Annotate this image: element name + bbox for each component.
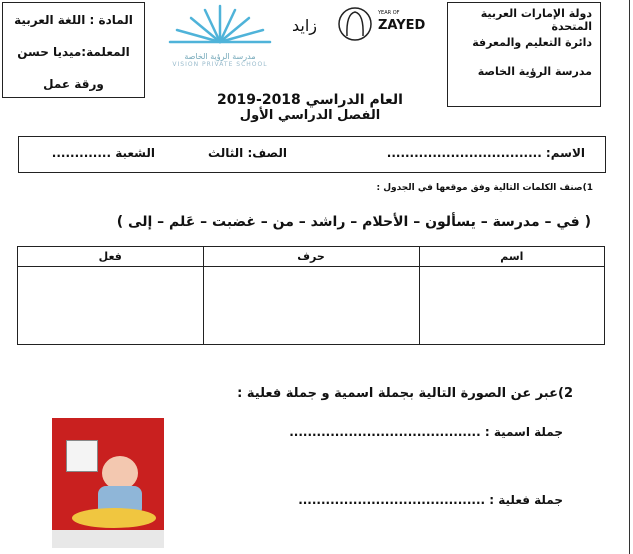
- semester: الفصل الدراسي الأول: [239, 108, 381, 123]
- subject-info-box: [2, 2, 145, 98]
- q2-prompt: 2)عبر عن الصورة التالية بجملة اسمية و جملة فعلية :: [237, 386, 573, 401]
- zayed-en: ZAYED: [378, 18, 426, 33]
- nominal-sentence-field[interactable]: جملة اسمية : ..........................................: [289, 425, 563, 439]
- grade-label: الصف: الثالث: [208, 146, 287, 160]
- vision-school-logo: [155, 2, 285, 72]
- school-name-ar: مدرسة الرؤية الخاصة: [184, 52, 256, 61]
- column-particle: حرف: [203, 247, 419, 267]
- answer-cell-noun[interactable]: [419, 267, 604, 345]
- baby-head: [102, 456, 138, 490]
- worksheet-label: ورقة عمل: [43, 77, 104, 91]
- walker: [72, 508, 156, 528]
- answer-cell-verb[interactable]: [18, 267, 204, 345]
- name-field[interactable]: الاسم: ..................................: [386, 146, 585, 160]
- floor: [52, 530, 164, 548]
- subject-label: المادة : اللغة العربية: [14, 13, 133, 27]
- ministry-info-box: [447, 2, 601, 107]
- verbal-sentence-field[interactable]: جملة فعلية : .........................................: [298, 493, 563, 507]
- answer-cell-particle[interactable]: [203, 267, 419, 345]
- page-edge: [629, 0, 630, 554]
- school-label: مدرسة الرؤية الخاصة: [477, 65, 592, 78]
- column-noun: اسم: [419, 247, 604, 267]
- baby-walker-picture: [52, 418, 164, 548]
- power-socket-icon: [66, 440, 98, 472]
- school-name-en: VISION PRIVATE SCHOOL: [172, 61, 268, 68]
- teacher-label: المعلمة:ميديا حسن: [17, 45, 130, 59]
- section-field[interactable]: الشعبة .............: [51, 146, 155, 160]
- portrait-icon: [338, 4, 372, 44]
- classification-table: [17, 246, 605, 345]
- year-of-label: YEAR OF: [378, 10, 400, 16]
- zayed-ar: زايد: [292, 16, 318, 35]
- student-info-box: [18, 136, 606, 173]
- sunburst-icon: [155, 2, 285, 48]
- column-verb: فعل: [18, 247, 204, 267]
- year-of-zayed-logo: [290, 4, 440, 44]
- q1-words: ( في – مدرسة – يسألون – الأحلام – راشد – من – غضبت – عَلم – إلى ): [116, 214, 591, 230]
- q1-prompt: 1)صنف الكلمات التالية وفق موقعها في الجدول :: [376, 183, 593, 193]
- country-label: دولة الإمارات العربية المتحدة: [480, 7, 592, 33]
- academic-year: العام الدراسي 2018-2019: [217, 92, 403, 108]
- department-label: دائرة التعليم والمعرفة: [472, 36, 592, 49]
